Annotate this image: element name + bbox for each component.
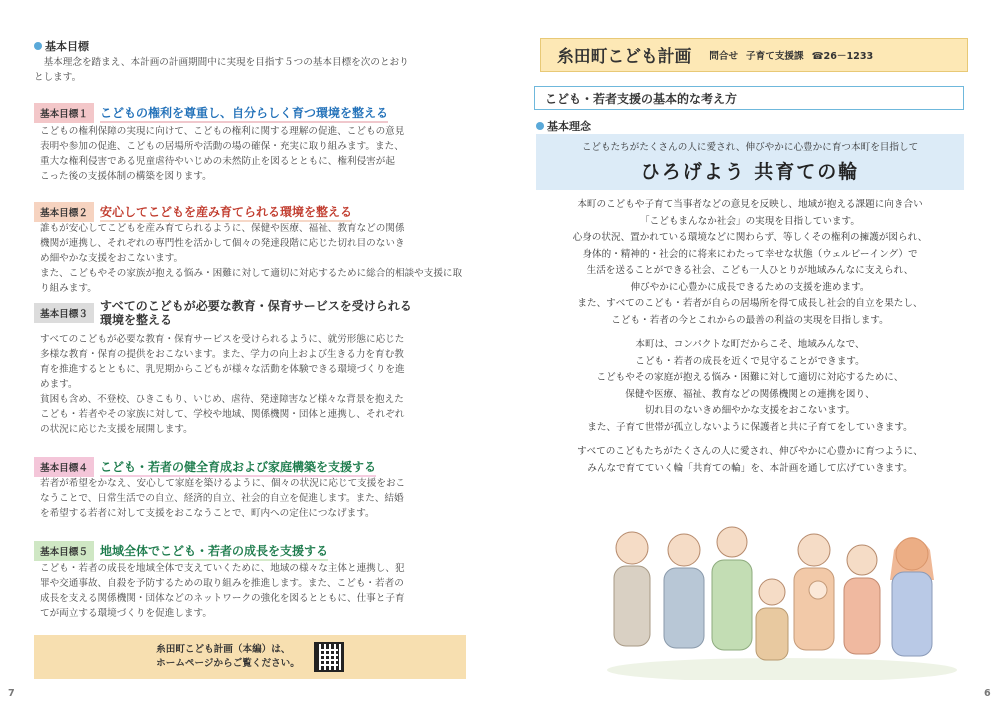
person-mother-baby bbox=[794, 534, 834, 650]
goals-intro: 基本理念を踏まえ、本計画の計画期間中に実現を目指す５つの基本目標を次のとおり とします。 bbox=[34, 57, 409, 83]
slogan-main: ひろげよう 共育ての輪 bbox=[640, 161, 860, 183]
bullet-dot-icon bbox=[536, 122, 544, 130]
bullet-dot-icon bbox=[34, 42, 42, 50]
slogan-box bbox=[536, 134, 964, 190]
goal-5-tag: 基本目標５ bbox=[34, 541, 94, 561]
section-title: こども・若者支援の基本的な考え方 bbox=[534, 86, 964, 110]
inquiry-label: 問合せ bbox=[709, 51, 739, 62]
goal-2-title: 安心してこどもを産み育てられる環境を整える bbox=[100, 203, 352, 222]
plan-title: 糸田町こども計画 bbox=[557, 46, 692, 66]
homepage-note-text: 糸田町こども計画（本編）は、 ホームページからご覧ください。 bbox=[156, 644, 300, 669]
philosophy-heading: 基本理念 bbox=[536, 118, 591, 134]
goal-5-body: こども・若者の成長を地域全体で支えていくために、地域の様々な主体と連携し、犯 罪や交通事故、自殺を予防するための取り組みを推進します。また、こども・若者の 成長を支える関係機関・団体などのネットワークの強化を図るとともに、仕事と子育 てが両立する環境づくりを促進します。 bbox=[40, 563, 405, 619]
goal-4-tag: 基本目標４ bbox=[34, 457, 94, 477]
goal-4-title: こども・若者の健全育成および家庭構築を支援する bbox=[100, 458, 376, 477]
qr-code-icon[interactable] bbox=[314, 642, 344, 672]
goal-4-body: 若者が希望をかなえ、安心して家庭を築けるように、個々の状況に応じて支援をおこ なうことで、日常生活での自立、経済的自立、社会的自立を促進します。また、結婚 を希望する若者に対して支援をおこなうことで、町内への定住につなげます。 bbox=[40, 478, 406, 519]
inquiry-phone: ☎26－1233 bbox=[811, 51, 874, 62]
goal-2-header bbox=[34, 202, 352, 222]
person-child-boy bbox=[756, 579, 788, 660]
goal-2-body: 誰もが安心してこどもを産み育てられるように、保健や医療、福祉、教育などの関係 機関が連携し、それぞれの専門性を活かして個々の発達段階に応じた切れ目のないき め細やかな支援をおこないます。 また、こどもやその家族が抱える悩み・困難に対して適切に対応するために総合的相談や支援に取り組みます。 bbox=[40, 223, 463, 294]
person-girl bbox=[844, 545, 880, 654]
plan-title-banner bbox=[540, 38, 968, 72]
inquiry-department: 子育て支援課 bbox=[746, 51, 804, 62]
homepage-note-box bbox=[34, 635, 466, 679]
slogan-subtitle: こどもたちがたくさんの人に愛され、伸びやかに心豊かに育つ本町を目指して bbox=[581, 142, 919, 153]
person-father bbox=[712, 527, 752, 650]
goal-3-tag: 基本目標３ bbox=[34, 303, 94, 323]
goals-heading: 基本目標 bbox=[34, 38, 89, 54]
family-illustration bbox=[604, 520, 960, 680]
person-teen-girl bbox=[890, 537, 934, 656]
right-page bbox=[500, 0, 1000, 706]
goal-5-header bbox=[34, 541, 328, 561]
goal-1-body: こどもの権利保障の実現に向けて、こどもの権利に関する理解の促進、こどもの意見 表明や参加の促進、こどもの居場所や活動の場の確保・充実に取り組みます。また、 重大な権利侵害である児童虐待やいじめの未然防止を図るとともに、権利侵害が起 こった後の支援体制の構築を図ります。 bbox=[40, 126, 405, 182]
person-grandmother bbox=[664, 534, 704, 648]
goal-3-title: すべてのこどもが必要な教育・保育サービスを受けられる 環境を整える bbox=[99, 299, 412, 327]
goal-4-header bbox=[34, 457, 376, 477]
goal-1-tag: 基本目標１ bbox=[34, 103, 94, 123]
philosophy-text: 本町のこどもや子育て当事者などの意見を反映し、地域が抱える課題に向き合い 「こどもまんなか社会」の実現を目指しています。 心身の状況、置かれている環境などに関わらず、等しくその権利の擁護が図られ、 身体的・精神的・社会的に将来にわたって幸せな状態（ウェルビーイング）で 生活を送ることができる社会、こども一人ひとりが地域みんなに支えられ、 伸びやかに心豊かに成長できるための支援を進めます。 また、すべてのこども・若者が自らの居場所を得て成長し社会的自立を果たし、 こども・若者の今とこれからの最善の利益の実現を目指します。 本町は、コンパクトな町だからこそ、地域みんなで、 こども・若者の成長を近くで見守ることができます。 こどもやその家庭が抱える悩み・困難に対して適切に対応するために、 保健や医療、福祉、教育などの関係機関との連携を図り、 切れ目のないきめ細やかな支援をおこないます。 また、子育て世帯が孤立しないように保護者と共に子育てをしていきます。 すべてのこどもたちがたくさんの人に愛され、伸びやかに心豊かに育つように、 みんなで育てていく輪「共育ての輪」を、本計画を通して広げていきます。 bbox=[572, 199, 928, 474]
person-grandfather bbox=[614, 532, 650, 646]
goal-3-header bbox=[34, 299, 412, 327]
page-number-right: 6 bbox=[984, 688, 991, 699]
goal-3-body: すべてのこどもが必要な教育・保育サービスを受けられるように、就労形態に応じた 多様な教育・保育の提供をおこないます。また、学力の向上および生きる力を育む教 育を推進するとともに、乳児期からこどもが様々な活動を体験できる環境づくりを進 めます。 貧困も含め、不登校、ひきこもり、いじめ、虐待、発達障害など様々な背景を抱えた こども・若者やその家族に対して、学校や地域、関係機関・団体と連携し、それぞれ の状況に応じた支援を展開します。 bbox=[40, 334, 405, 435]
goal-1-title: こどもの権利を尊重し、自分らしく育つ環境を整える bbox=[100, 104, 388, 123]
goal-2-tag: 基本目標２ bbox=[34, 202, 94, 222]
page-number-left: 7 bbox=[8, 688, 15, 699]
goal-1-header bbox=[34, 103, 388, 123]
goal-5-title: 地域全体でこども・若者の成長を支援する bbox=[100, 542, 328, 561]
